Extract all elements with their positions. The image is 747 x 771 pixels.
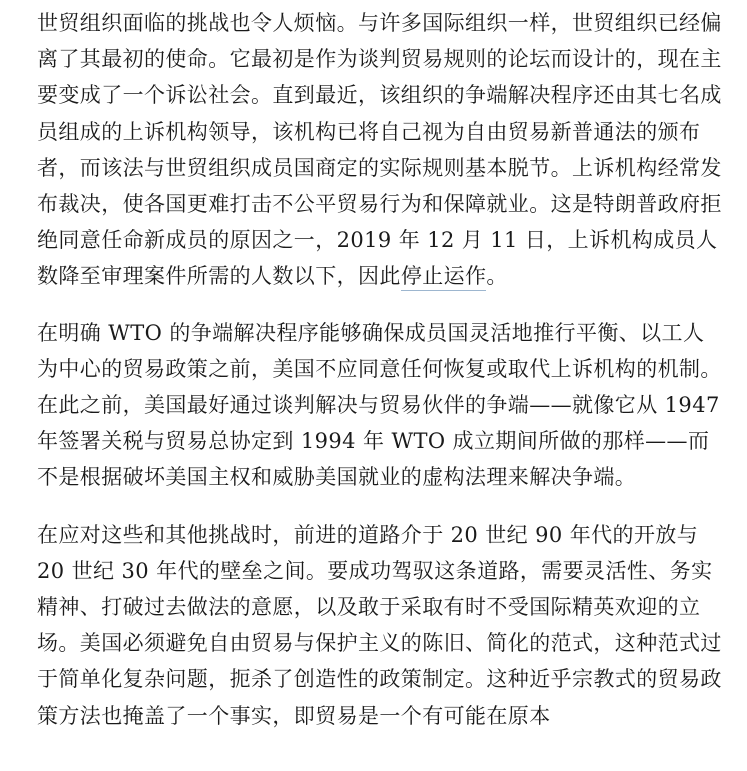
paragraph-path-forward: 在应对这些和其他挑战时，前进的道路介于 20 世纪 90 年代的开放与 20 世纪 30 年代的壁垒之间。要成功驾驭这条道路，需要灵活性、务实精神、打破过去做法的意愿，以及敢于采取有时不受国际精英欢迎的立场。美国必须避免自由贸易与保护主义的陈旧、简化的范式，这种范式过于简单化复杂问题，扼杀了创造性的政策制定。这种近乎宗教式的贸易政策方法也掩盖了一个事实，即贸易是一个有可能在原本: [37, 522, 722, 728]
paragraph-1-text: 世贸组织面临的挑战也令人烦恼。与许多国际组织一样，世贸组织已经偏离了其最初的使命。它最初是作为谈判贸易规则的论坛而设计的，现在主要变成了一个诉讼社会。直到最近，该组织的争端解决程序还由其七名成员组成的上诉机构领导，该机构已将自己视为自由贸易新普通法的颁布者，而该法与世贸组织成员国商定的实际规则基本脱节。上诉机构经常发布裁决，使各国更难打击不公平贸易行为和保障就业。这是特朗普政府拒绝同意任命新成员的原因之一，2019 年 12 月 11 日，上诉机构成员人数降至审理案件所需的人数以下，因此: [37, 11, 722, 289]
paragraph-wto-challenges: [37, 5, 722, 295]
article-body: [37, 0, 722, 734]
paragraph-dispute-settlement: 在明确 WTO 的争端解决程序能够确保成员国灵活地推行平衡、以工人为中心的贸易政策之前，美国不应同意任何恢复或取代上诉机构的机制。在此之前，美国最好通过谈判解决与贸易伙伴的争端——就像它从 1947 年签署关税与贸易总协定到 1994 年 WTO 成立期间所做的那样——而不是根据破坏美国主权和威胁美国就业的虚构法理来解决争端。: [37, 320, 722, 490]
paragraph-1-end: 。: [486, 264, 508, 289]
ceased-operation-link[interactable]: 停止运作: [401, 264, 487, 291]
